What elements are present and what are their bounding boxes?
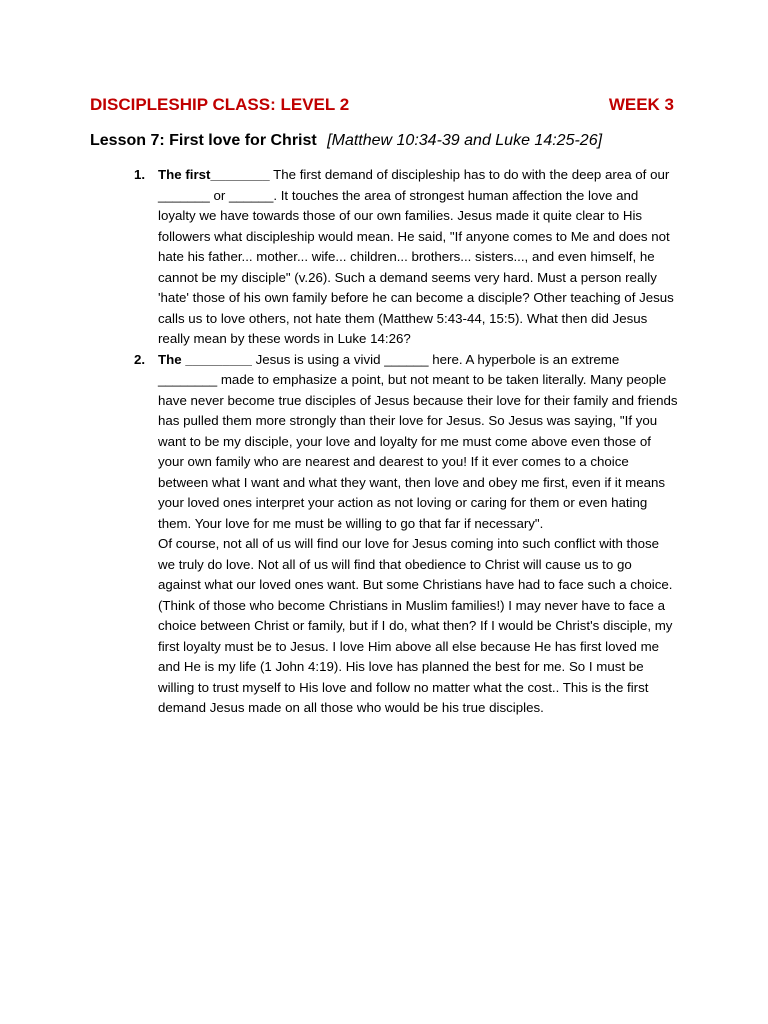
item-body-continued: ________ made to emphasize a point, but not meant to be taken literally. Many people have never become true disciples of Jesus because their love for their family and friends has pulled them more strongly than their love for Jesus. So Jesus was saying, "If you want to be my disciple, your love and loyalty for me must come above even those of your own family who are nearest and dearest to you! If it ever comes to a choice between what I want and what they want, then love and obey me first, even if it means your loved ones interpret your action as not loving or caring for them or even hating them. Your love for me must be willing to go that far if necessary". bbox=[158, 372, 678, 531]
lesson-title bbox=[90, 132, 690, 150]
header bbox=[90, 95, 674, 115]
list-item-1 bbox=[134, 165, 678, 350]
lesson-content bbox=[134, 165, 678, 719]
lesson-label: Lesson 7: First love for Christ bbox=[90, 132, 317, 149]
item-term: The first bbox=[158, 167, 211, 182]
class-title: DISCIPLESHIP CLASS: LEVEL 2 bbox=[90, 95, 350, 114]
item-number: 1. bbox=[134, 167, 146, 182]
item-text bbox=[158, 165, 678, 350]
item-body: The first demand of discipleship has to do with the deep area of our _______ or ______. It touches the area of strongest human affection the love and loyalty we have towards those of our own families. Jesus made it quite clear to His followers what discipleship would mean. He said, "If anyone comes to Me and does not hate his father... mother... wife... children... brothers... sisters..., and even himself, he cannot be my disciple" (v.26). Such a demand seems very hard. Must a person really 'hate' those of his own family before he can become a disciple? Other teaching of Jesus calls us to love others, not hate them (Matthew 5:43-44, 15:5). What then did Jesus really mean by these words in Luke 14:26? bbox=[158, 167, 674, 346]
week-label: WEEK 3 bbox=[608, 95, 674, 114]
item-number: 2. bbox=[134, 351, 146, 367]
item-term-blank: _________ bbox=[185, 351, 252, 367]
item-text bbox=[158, 350, 678, 535]
item-paragraph: Of course, not all of us will find our love for Jesus coming into such conflict with those we truly do love. Not all of us will find that obedience to Christ will cause us to go against what our loved ones want. But some Christians have had to face such a choice. (Think of those who become Christians in Muslim families!) I may never have to face a choice between Christ or family, but if I do, what then? If I would be Christ's disciple, my first loyalty must be to Jesus. I love Him above all else because He has first loved me and He is my life (1 John 4:19). His love has planned the best for me. So I must be willing to trust myself to His love and follow no matter what the cost.. This is the first demand Jesus made on all those who would be his true disciples. bbox=[158, 536, 673, 715]
list-item-2 bbox=[134, 350, 678, 719]
item-term-blank: ________ bbox=[210, 167, 270, 182]
lesson-reference: [Matthew 10:34-39 and Luke 14:25-26] bbox=[327, 132, 603, 149]
item-body: Jesus is using a vivid ______ here. A hyperbole is an extreme bbox=[251, 351, 620, 367]
item-term: The bbox=[158, 351, 182, 367]
